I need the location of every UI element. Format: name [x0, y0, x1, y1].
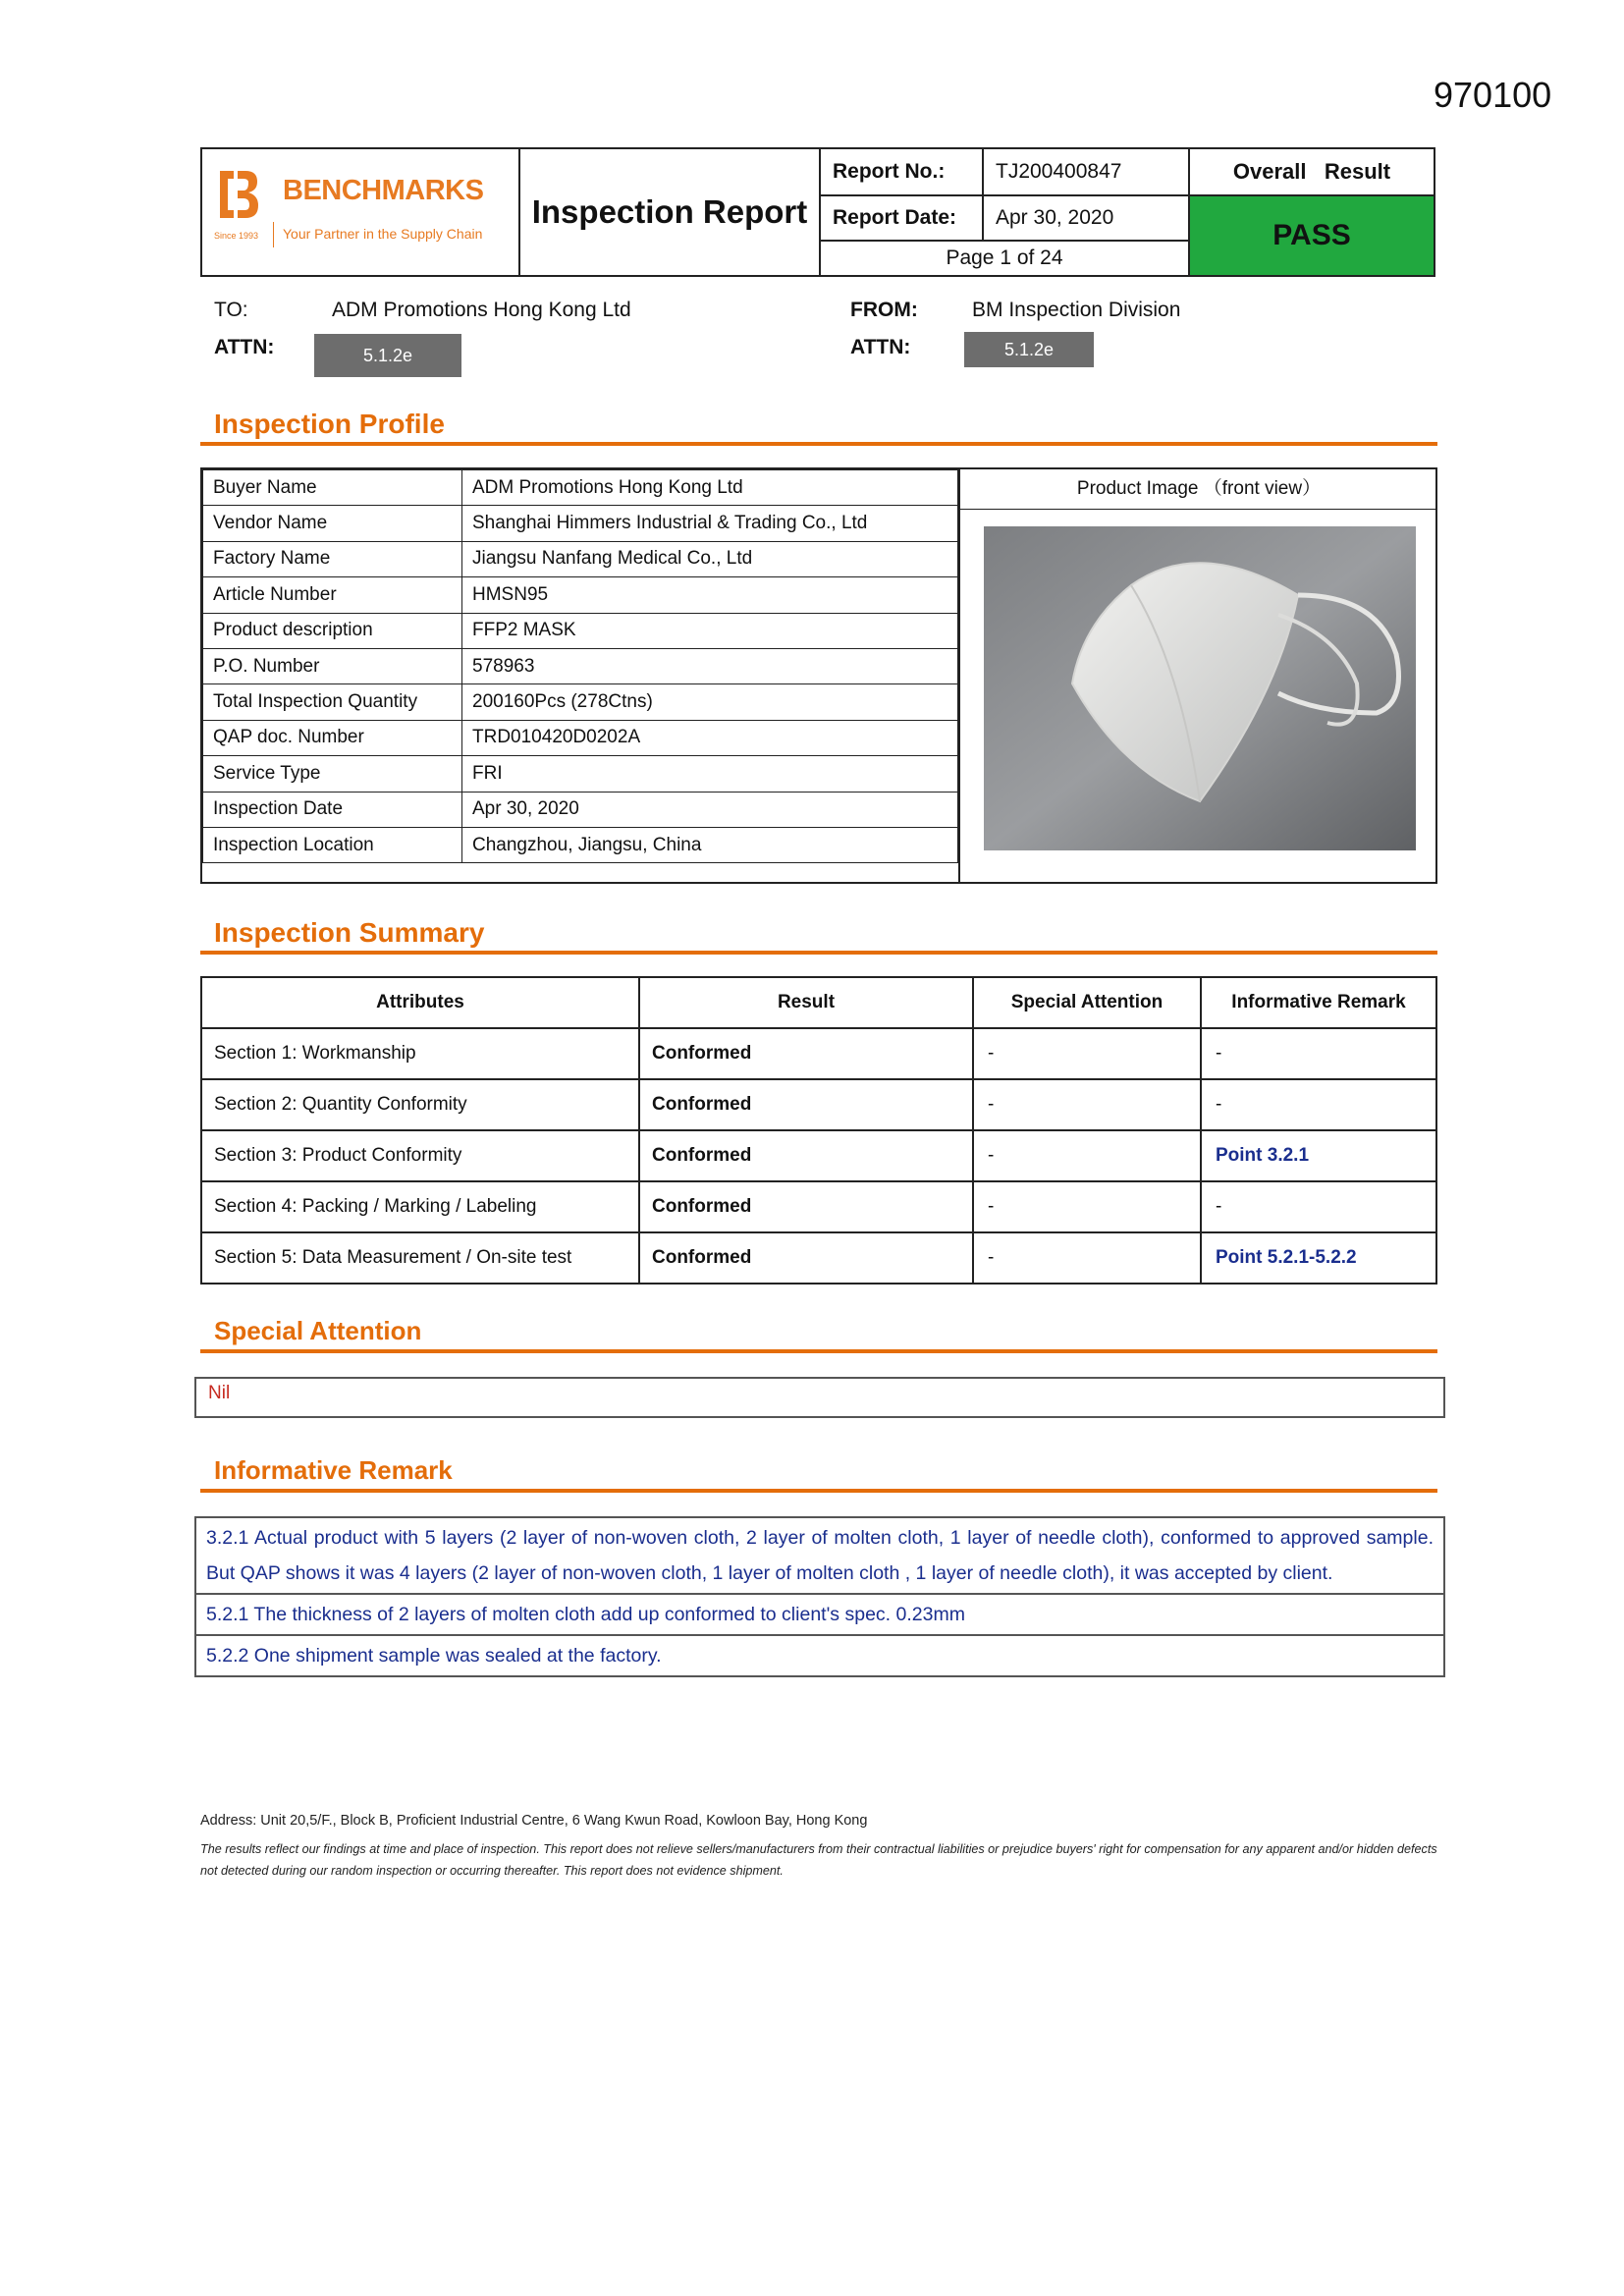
logo-brand: BENCHMARKS	[283, 175, 484, 206]
from-label: FROM:	[850, 299, 918, 321]
inspection-summary-table	[200, 976, 1437, 1285]
summary-attribute: Section 5: Data Measurement / On-site test	[201, 1232, 639, 1284]
summary-attribute: Section 3: Product Conformity	[201, 1130, 639, 1181]
to-attn-value: 5.1.2e	[314, 334, 461, 377]
profile-key: Vendor Name	[203, 506, 462, 541]
summary-row	[201, 1079, 1436, 1130]
section-divider	[200, 951, 1437, 955]
section-divider	[200, 1489, 1437, 1493]
profile-fields	[202, 469, 958, 863]
profile-row	[203, 756, 958, 792]
profile-value: 200160Pcs (278Ctns)	[462, 684, 958, 720]
profile-row	[203, 684, 958, 720]
profile-key: Inspection Location	[203, 827, 462, 862]
profile-row	[203, 720, 958, 755]
summary-result: Conformed	[639, 1079, 973, 1130]
profile-row	[203, 827, 958, 862]
remark-item: 3.2.1 Actual product with 5 layers (2 layer of non-woven cloth, 2 layer of molten cloth, 1 layer of needle cloth), conformed to approved sample. But QAP shows it was 4 layers (2 layer of non-woven cloth, 1 layer of molten cloth , 1 layer of needle cloth), it was accepted by client.	[206, 1527, 1434, 1584]
profile-row	[203, 470, 958, 506]
summary-special-attention: -	[973, 1079, 1201, 1130]
summary-result: Conformed	[639, 1028, 973, 1079]
summary-informative-remark: Point 3.2.1	[1201, 1130, 1436, 1181]
profile-key: Product description	[203, 613, 462, 648]
col-header-special-attention: Special Attention	[973, 977, 1201, 1028]
special-attention-title: Special Attention	[214, 1316, 422, 1345]
profile-value: Shanghai Himmers Industrial & Trading Co., Ltd	[462, 506, 958, 541]
informative-remark-list	[194, 1516, 1445, 1677]
summary-row	[201, 1028, 1436, 1079]
summary-special-attention: -	[973, 1028, 1201, 1079]
summary-attribute: Section 2: Quantity Conformity	[201, 1079, 639, 1130]
summary-row	[201, 1232, 1436, 1284]
profile-value: HMSN95	[462, 577, 958, 613]
profile-value: Jiangsu Nanfang Medical Co., Ltd	[462, 541, 958, 576]
summary-informative-remark: -	[1201, 1028, 1436, 1079]
to-value: ADM Promotions Hong Kong Ltd	[332, 299, 631, 321]
overall-result-label: Overall Result	[1232, 159, 1391, 184]
logo-cell	[202, 149, 520, 275]
document-number: 970100	[1434, 75, 1552, 115]
profile-row	[203, 648, 958, 683]
profile-row	[203, 506, 958, 541]
profile-value: Changzhou, Jiangsu, China	[462, 827, 958, 862]
summary-result: Conformed	[639, 1181, 973, 1232]
profile-value: ADM Promotions Hong Kong Ltd	[462, 470, 958, 506]
profile-row	[203, 541, 958, 576]
summary-special-attention: -	[973, 1130, 1201, 1181]
informative-remark-title: Informative Remark	[214, 1455, 453, 1485]
summary-informative-remark: -	[1201, 1079, 1436, 1130]
profile-row	[203, 577, 958, 613]
from-attn-value: 5.1.2e	[964, 332, 1094, 367]
summary-row	[201, 1130, 1436, 1181]
col-header-attributes: Attributes	[201, 977, 639, 1028]
inspection-profile-title: Inspection Profile	[214, 409, 445, 439]
summary-row	[201, 1181, 1436, 1232]
profile-key: Article Number	[203, 577, 462, 613]
logo-since: Since 1993	[214, 231, 259, 241]
report-date-value: Apr 30, 2020	[984, 194, 1190, 240]
report-header	[200, 147, 1435, 277]
report-no-label: Report No.:	[821, 149, 984, 194]
summary-informative-remark: Point 5.2.1-5.2.2	[1201, 1232, 1436, 1284]
profile-value: 578963	[462, 648, 958, 683]
product-photo	[984, 526, 1416, 850]
summary-attribute: Section 1: Workmanship	[201, 1028, 639, 1079]
summary-result: Conformed	[639, 1232, 973, 1284]
report-title: Inspection Report	[520, 149, 821, 275]
profile-key: Factory Name	[203, 541, 462, 576]
section-divider	[200, 442, 1437, 446]
profile-key: QAP doc. Number	[203, 720, 462, 755]
profile-value: FFP2 MASK	[462, 613, 958, 648]
special-attention-text: Nil	[194, 1377, 1445, 1418]
summary-special-attention: -	[973, 1232, 1201, 1284]
profile-key: Total Inspection Quantity	[203, 684, 462, 720]
report-no-value: TJ200400847	[984, 149, 1190, 194]
product-image-caption: Product Image （front view）	[1076, 478, 1322, 499]
summary-result: Conformed	[639, 1130, 973, 1181]
col-header-informative-remark: Informative Remark	[1201, 977, 1436, 1028]
col-header-result: Result	[639, 977, 973, 1028]
report-date-label: Report Date:	[821, 194, 984, 240]
caption-divider	[960, 509, 1437, 510]
logo-tagline: Your Partner in the Supply Chain	[283, 226, 483, 242]
profile-key: Inspection Date	[203, 792, 462, 827]
from-value: BM Inspection Division	[972, 299, 1181, 321]
logo-divider	[273, 222, 274, 247]
summary-attribute: Section 4: Packing / Marking / Labeling	[201, 1181, 639, 1232]
profile-value: FRI	[462, 756, 958, 792]
page-indicator: Page 1 of 24	[821, 240, 1190, 275]
product-image-panel	[958, 469, 1435, 882]
profile-row	[203, 792, 958, 827]
inspection-summary-title: Inspection Summary	[214, 917, 485, 948]
benchmarks-logo-icon	[218, 169, 259, 220]
footer-address: Address: Unit 20,5/F., Block B, Proficient Industrial Centre, 6 Wang Kwun Road, Kowloon Bay, Hong Kong	[200, 1813, 868, 1829]
section-divider	[200, 1349, 1437, 1353]
to-label: TO:	[214, 299, 248, 321]
summary-informative-remark: -	[1201, 1181, 1436, 1232]
profile-value: TRD010420D0202A	[462, 720, 958, 755]
remark-item: 5.2.1 The thickness of 2 layers of molten cloth add up conformed to client's spec. 0.23mm	[196, 1593, 1443, 1634]
inspection-profile-table	[200, 467, 1437, 884]
profile-key: Buyer Name	[203, 470, 462, 506]
footer-disclaimer: The results reflect our findings at time and place of inspection. This report does not relieve sellers/manufacturers from their contractual liabilities or prejudice buyers' right for compensation for any apparent and/or hidden defects not detected during our random inspection or occurring thereafter. This report does not evidence shipment.	[200, 1842, 1437, 1878]
summary-special-attention: -	[973, 1181, 1201, 1232]
remark-item: 5.2.2 One shipment sample was sealed at the factory.	[196, 1634, 1443, 1675]
to-attn-label: ATTN:	[214, 336, 275, 358]
overall-result-badge: PASS	[1190, 194, 1434, 275]
profile-key: Service Type	[203, 756, 462, 792]
profile-key: P.O. Number	[203, 648, 462, 683]
profile-row	[203, 613, 958, 648]
from-attn-label: ATTN:	[850, 336, 911, 358]
profile-value: Apr 30, 2020	[462, 792, 958, 827]
